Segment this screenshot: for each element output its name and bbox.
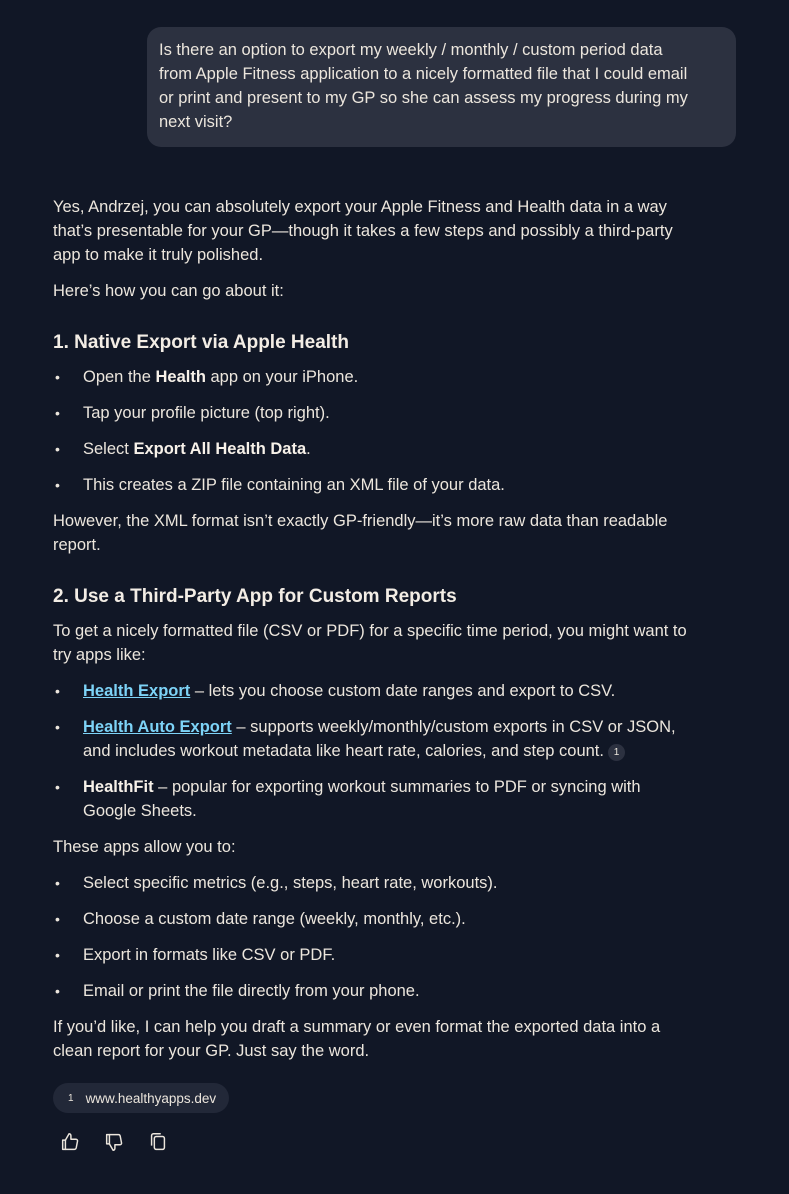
app-item — [53, 715, 743, 763]
user-message-line: from Apple Fitness application to a nicely formatted file that I could email — [159, 65, 688, 83]
list-item: • Export in formats like CSV or PDF. — [53, 943, 743, 967]
app-description: Google Sheets. — [83, 802, 197, 820]
thumbs-up-button[interactable] — [58, 1130, 82, 1154]
app-description: and includes workout metadata like heart rate, calories, and step count. — [83, 742, 604, 760]
list-item-text: Open the — [83, 368, 156, 386]
user-message-line: next visit? — [159, 113, 233, 131]
list-item-bold: Health — [155, 368, 206, 386]
closing-line: If you’d like, I can help you draft a summary or even format the exported data into a — [53, 1018, 661, 1036]
citation-badge[interactable]: 1 — [608, 744, 625, 761]
section1-note — [53, 509, 743, 557]
app-item — [53, 775, 743, 823]
intro-paragraph — [53, 195, 743, 267]
thumbs-down-button[interactable] — [102, 1130, 126, 1154]
healthfit-name: HealthFit — [83, 778, 154, 796]
section2-intro-line: try apps like: — [53, 646, 146, 664]
howto-paragraph: Here’s how you can go about it: — [53, 282, 284, 300]
source-number: 1 — [68, 1092, 74, 1104]
source-chip[interactable] — [53, 1083, 229, 1113]
apps-list — [53, 679, 743, 823]
copy-icon — [147, 1131, 169, 1153]
thumbs-up-icon — [59, 1131, 81, 1153]
list-item — [53, 437, 743, 461]
list-item-bold: Export All Health Data — [133, 440, 307, 458]
section1-list — [53, 365, 743, 497]
list-item-text: This creates a ZIP file containing an XML file of your data. — [83, 476, 505, 494]
app-description: – popular for exporting workout summaries to PDF or syncing with — [153, 778, 641, 796]
list-item-text: Tap your profile picture (top right). — [83, 404, 330, 422]
copy-button[interactable] — [146, 1130, 170, 1154]
user-message-line: Is there an option to export my weekly / monthly / custom period data — [159, 41, 663, 59]
list-item-text: . — [306, 440, 311, 458]
closing-paragraph — [53, 1015, 743, 1063]
section2-heading: 2. Use a Third-Party App for Custom Reports — [53, 586, 457, 607]
user-message-line: or print and present to my GP so she can assess my progress during my — [159, 89, 688, 107]
intro-line: Yes, Andrzej, you can absolutely export your Apple Fitness and Health data in a way — [53, 198, 667, 216]
section2-intro — [53, 619, 743, 667]
note-line: report. — [53, 536, 101, 554]
health-auto-export-link[interactable]: Health Auto Export — [83, 718, 232, 736]
list-item-text: Select — [83, 440, 134, 458]
allow-intro: These apps allow you to: — [53, 838, 236, 856]
list-item-text: app on your iPhone. — [205, 368, 359, 386]
note-line: However, the XML format isn’t exactly GP-friendly—it’s more raw data than readable — [53, 512, 668, 530]
section2-intro-line: To get a nicely formatted file (CSV or PDF) for a specific time period, you might want to — [53, 622, 687, 640]
source-domain: www.healthyapps.dev — [85, 1090, 217, 1106]
list-item — [53, 473, 743, 497]
list-item — [53, 365, 743, 389]
health-export-link[interactable]: Health Export — [83, 682, 191, 700]
closing-line: clean report for your GP. Just say the word. — [53, 1042, 370, 1060]
assistant-answer — [53, 195, 743, 1063]
app-description: – supports weekly/monthly/custom exports in CSV or JSON, — [231, 718, 676, 736]
message-actions — [58, 1130, 170, 1154]
app-description: – lets you choose custom date ranges and export to CSV. — [190, 682, 616, 700]
app-item — [53, 679, 743, 703]
thumbs-down-icon — [103, 1131, 125, 1153]
user-message-bubble — [147, 27, 736, 147]
section1-heading: 1. Native Export via Apple Health — [53, 332, 349, 353]
list-item: • Select specific metrics (e.g., steps, heart rate, workouts). — [53, 871, 743, 895]
intro-line: that’s presentable for your GP—though it takes a few steps and possibly a third-party — [53, 222, 673, 240]
intro-line: app to make it truly polished. — [53, 246, 264, 264]
allow-list — [53, 871, 743, 1003]
list-item: • Email or print the file directly from your phone. — [53, 979, 743, 1003]
list-item: • Choose a custom date range (weekly, monthly, etc.). — [53, 907, 743, 931]
list-item — [53, 401, 743, 425]
